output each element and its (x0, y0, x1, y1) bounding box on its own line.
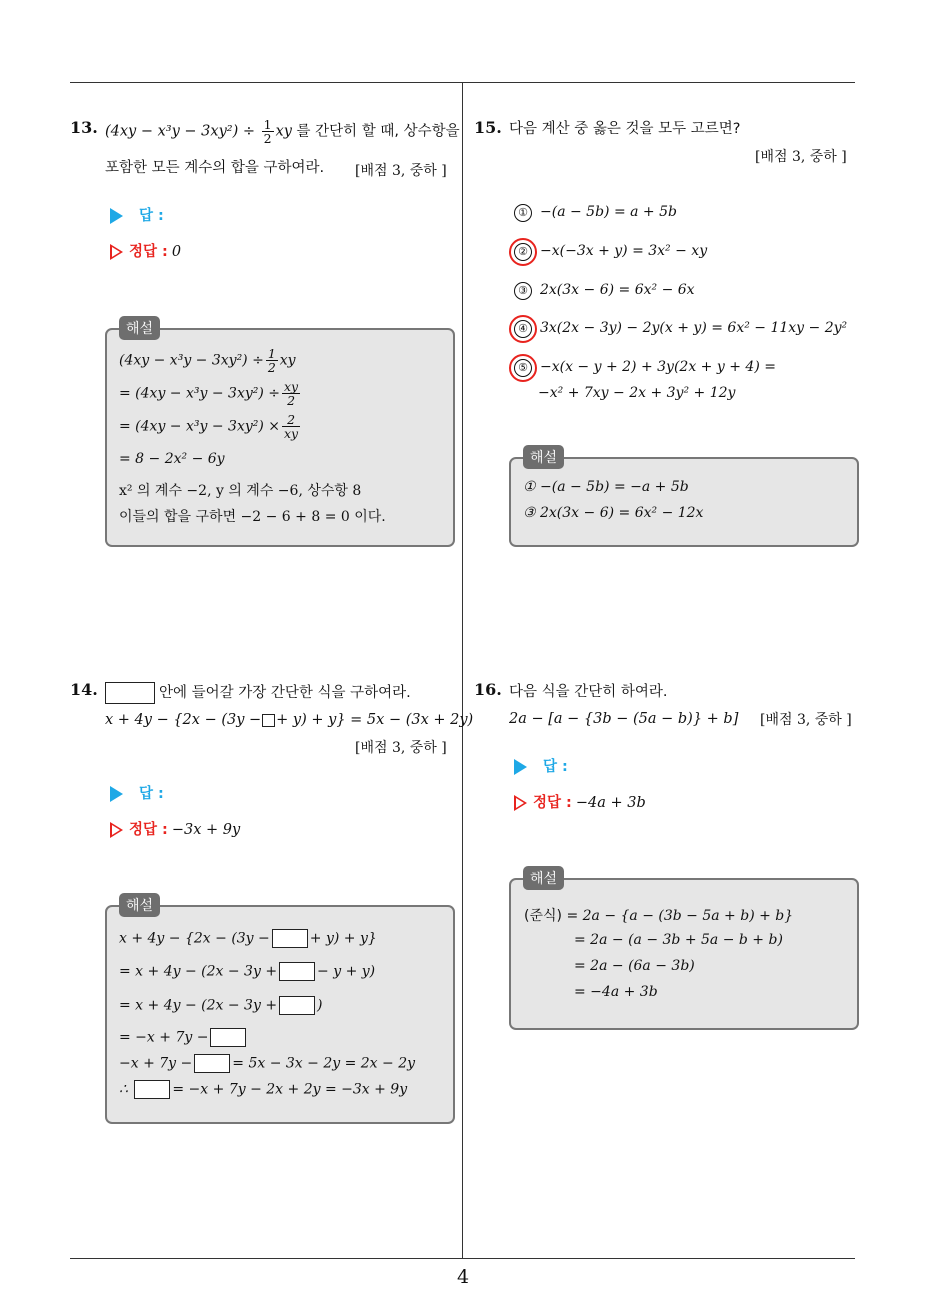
explain-line: 이들의 합을 구하면 −2 − 6 + 8 = 0 이다. (119, 509, 386, 525)
explain-line: = x + 4y − (2x − 3y + − y + y) (119, 963, 376, 980)
question-number: 15. (474, 118, 502, 137)
question-expression: (4xy − x³y − 3xy²) ÷ (105, 123, 255, 140)
page-number: 4 (456, 1266, 470, 1288)
question-expression: 2a − [a − {3b − (5a − b)} + b] (509, 711, 739, 727)
question-number: 14. (70, 680, 98, 699)
explain-line: ① −(a − 5b) = −a + 5b (523, 479, 689, 495)
question-text: 다음 계산 중 옳은 것을 모두 고르면? (509, 121, 741, 137)
play-triangle-icon (514, 759, 527, 775)
explanation-tag: 해설 (119, 893, 160, 917)
option-4[interactable]: ④ 3x(2x − 3y) − 2y(x + y) = 6x² − 11xy − 2y² (514, 320, 847, 338)
selected-mark-icon (509, 238, 537, 266)
question-number: 16. (474, 680, 502, 699)
outline-triangle-icon (110, 822, 123, 838)
play-triangle-icon (110, 208, 123, 224)
option-3[interactable]: ③ 2x(3x − 6) = 6x² − 6x (514, 282, 695, 300)
play-triangle-icon (110, 786, 123, 802)
option-2[interactable]: ② −x(−3x + y) = 3x² − xy (514, 243, 707, 261)
selected-mark-icon (509, 315, 537, 343)
explanation-box (509, 457, 859, 547)
correct-answer-row: 정답 : 0 (110, 240, 181, 261)
answer-row: 답 : (110, 204, 164, 225)
column-divider (462, 83, 463, 1259)
score-label: [배점 3, 중하 ] (355, 163, 447, 179)
selected-mark-icon (509, 354, 537, 382)
explain-line: = −x + 7y − (119, 1028, 248, 1047)
question-number: 13. (70, 118, 98, 137)
question-text-line2: 포함한 모든 계수의 합을 구하여라. (105, 160, 325, 176)
answer-blank-box (105, 682, 155, 704)
explain-line: = x + 4y − (2x − 3y + ) (119, 997, 323, 1014)
explain-line: (준식) = 2a − {a − (3b − 5a + b) + b} (524, 908, 794, 924)
explain-line: −x + 7y − = 5x − 3x − 2y = 2x − 2y (119, 1055, 416, 1072)
question-text: (4xy − x³y − 3xy²) ÷ $\frac{1}{2}$ xy 를 간단히 할 때, 상수항을 (105, 117, 460, 146)
correct-answer-value: −3x + 9y (171, 822, 241, 838)
score-label: [배점 3, 중하 ] (355, 740, 447, 756)
option-5-continued: −x² + 7xy − 2x + 3y² + 12y (538, 385, 736, 401)
fraction: $\frac{1}{2}$ (263, 117, 272, 146)
question-text: 다음 식을 간단히 하여라. (509, 684, 668, 700)
bottom-rule (70, 1258, 855, 1259)
small-blank-box (262, 714, 275, 727)
outline-triangle-icon (110, 244, 123, 260)
explain-line: = 2a − (6a − 3b) (574, 958, 695, 974)
correct-answer-row: 정답 : −3x + 9y (110, 818, 240, 839)
correct-answer-row: 정답 : −4a + 3b (514, 791, 646, 812)
explain-line: = 8 − 2x² − 6y (119, 451, 225, 467)
explanation-tag: 해설 (523, 445, 564, 469)
correct-answer-value: 0 (171, 244, 182, 260)
question-expression: x + 4y − {2x − (3y − + y) + y} = 5x − (3x + 2y) (105, 712, 474, 728)
explain-line: ③ 2x(3x − 6) = 6x² − 12x (523, 505, 704, 521)
explanation-tag: 해설 (119, 316, 160, 340)
explain-line: x + 4y − {2x − (3y − + y) + y} (119, 930, 377, 947)
explain-line: = −4a + 3b (574, 984, 658, 1000)
outline-triangle-icon (514, 795, 527, 811)
explanation-box (509, 878, 859, 1030)
explanation-tag: 해설 (523, 866, 564, 890)
option-5[interactable]: ⑤ −x(x − y + 2) + 3y(2x + y + 4) = (514, 359, 776, 377)
explain-line: ∴ = −x + 7y − 2x + 2y = −3x + 9y (119, 1081, 408, 1098)
explain-line: (4xy − x³y − 3xy²) ÷ $\frac{1}{2}$ xy (119, 346, 296, 375)
explain-line: = (4xy − x³y − 3xy²) ÷ $\frac{xy}{2}$ (119, 379, 299, 408)
answer-row: 답 : (514, 755, 568, 776)
option-1[interactable]: ① −(a − 5b) = a + 5b (514, 204, 677, 222)
question-text: 안에 들어갈 가장 간단한 식을 구하여라. (105, 681, 411, 705)
explain-line: = 2a − (a − 3b + 5a − b + b) (574, 932, 783, 948)
correct-answer-value: −4a + 3b (575, 795, 646, 811)
explain-line: = (4xy − x³y − 3xy²) × $\frac{2}{xy}$ (119, 412, 299, 441)
answer-row: 답 : (110, 782, 164, 803)
explain-line: x² 의 계수 −2, y 의 계수 −6, 상수항 8 (119, 483, 362, 499)
score-label: [배점 3, 중하 ] (755, 149, 847, 165)
score-label: [배점 3, 중하 ] (760, 712, 852, 728)
